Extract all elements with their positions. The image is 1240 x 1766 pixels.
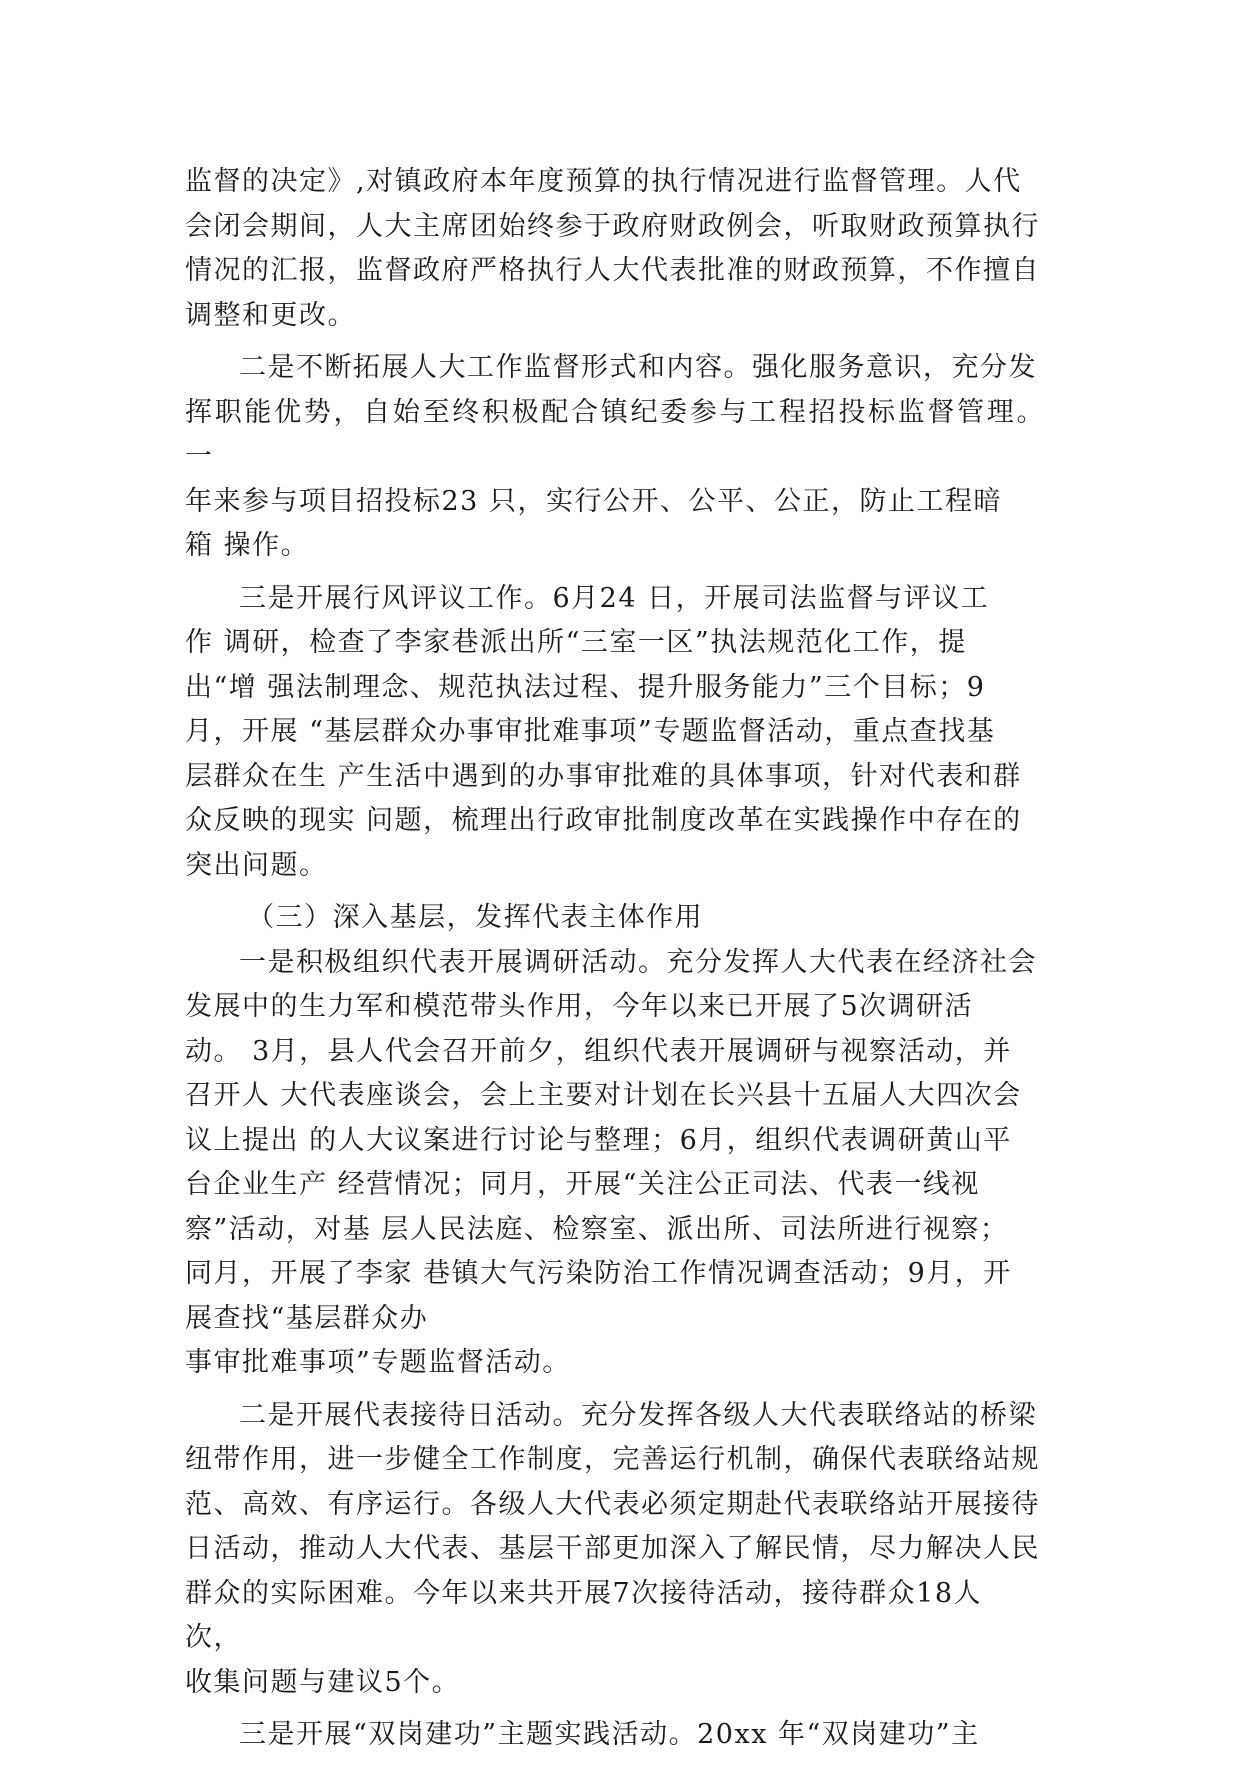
- text-line: 召开人 大代表座谈会，会上主要对计划在长兴县十五届人大四次会: [185, 1080, 1022, 1111]
- text-line: 展查找“基层群众办: [185, 1302, 429, 1334]
- text-line: 纽带作用，进一步健全工作制度，完善运行机制，确保代表联络站规: [185, 1444, 1040, 1475]
- text-line: 二是开展代表接待日活动。充分发挥各级人大代表联络站的桥梁: [239, 1399, 1037, 1431]
- text-line: 动。 3月，县人代会召开前夕，组织代表开展调研与视察活动，并: [185, 1035, 1012, 1067]
- heading-text: （三）深入基层，发挥代表主体作用: [247, 902, 704, 933]
- paragraph-dual-post: [185, 1713, 1045, 1758]
- text-line: 日活动，推动人大代表、基层干部更加深入了解民情，尽力解决人民: [185, 1533, 1040, 1564]
- text-line: 事审批难事项”专题监督活动。: [185, 1347, 571, 1378]
- text-line: 同月，开展了李家 巷镇大气污染防治工作情况调查活动；9月，开: [185, 1258, 1012, 1289]
- text-line: 台企业生产 经营情况；同月，开展“关注公正司法、代表一线视: [185, 1169, 980, 1200]
- text-line: 三是开展“双岗建功”主题实践活动。20xx 年“双岗建功”主: [239, 1719, 980, 1750]
- text-line: 三是开展行风评议工作。6月24 日，开展司法监督与评议工: [239, 582, 990, 614]
- text-line: 突出问题。: [185, 849, 328, 881]
- text-line: 议上提出 的人大议案进行讨论与整理；6月，组织代表调研黄山平: [185, 1124, 1012, 1156]
- text-line: 监督的决定》,对镇政府本年度预算的执行情况进行监督管理。人代: [185, 166, 1022, 197]
- text-line: 箱 操作。: [185, 530, 310, 561]
- paragraph-supervision-forms: [185, 346, 1045, 569]
- text-line: 众反映的现实 问题，梳理出行政审批制度改革在实践操作中存在的: [185, 805, 1022, 836]
- text-line: 会闭会期间，人大主席团始终参于政府财政例会，听取财政预算执行: [185, 210, 1040, 242]
- text-line: 次，: [185, 1622, 242, 1653]
- text-line: 发展中的生力军和模范带头作用，今年以来已开展了5次调研活: [185, 991, 974, 1022]
- paragraph-conduct-review: [185, 577, 1045, 889]
- text-line: 二是不断拓展人大工作监督形式和内容。强化服务意识，充分发: [239, 352, 1037, 383]
- paragraph-continuation: [185, 1341, 1045, 1386]
- text-line: 收集问题与建议5个。: [185, 1666, 461, 1698]
- paragraph-reception-day: [185, 1394, 1045, 1661]
- paragraph-research-activities: [185, 941, 1045, 1342]
- text-line: 月，开展 “基层群众办事审批难事项”专题监督活动，重点查找基: [185, 716, 996, 747]
- text-line: 调整和更改。: [185, 299, 356, 331]
- text-line: 年来参与项目招投标23 只，实行公开、公平、公正，防止工程暗: [185, 485, 1002, 517]
- text-line: 情况的汇报，监督政府严格执行人大代表批准的财政预算，不作擅自: [185, 255, 1040, 286]
- text-line: 群众的实际困难。今年以来共开展7次接待活动，接待群众18人: [185, 1577, 983, 1609]
- text-line: 层群众在生 产生活中遇到的办事审批难的具体事项，针对代表和群: [185, 760, 1022, 792]
- paragraph-continuation: [185, 1661, 1045, 1706]
- document-page: [185, 160, 1045, 1766]
- text-line: 范、高效、有序运行。各级人大代表必须定期赴代表联络站开展接待: [185, 1488, 1040, 1520]
- text-line: 察”活动，对基 层人民法庭、检察室、派出所、司法所进行视察；: [185, 1213, 1009, 1245]
- text-line: 挥职能优势，自始至终积极配合镇纪委参与工程招投标监督管理。 一: [185, 396, 1045, 472]
- paragraph-budget-supervision: [185, 160, 1045, 338]
- section-heading: [185, 896, 1045, 941]
- text-line: 作 调研，检查了李家巷派出所“三室一区”执法规范化工作，提: [185, 627, 967, 658]
- text-line: 一是积极组织代表开展调研活动。充分发挥人大代表在经济社会: [239, 946, 1037, 978]
- text-line: 出“增 强法制理念、规范执法过程、提升服务能力”三个目标；9: [185, 671, 986, 703]
